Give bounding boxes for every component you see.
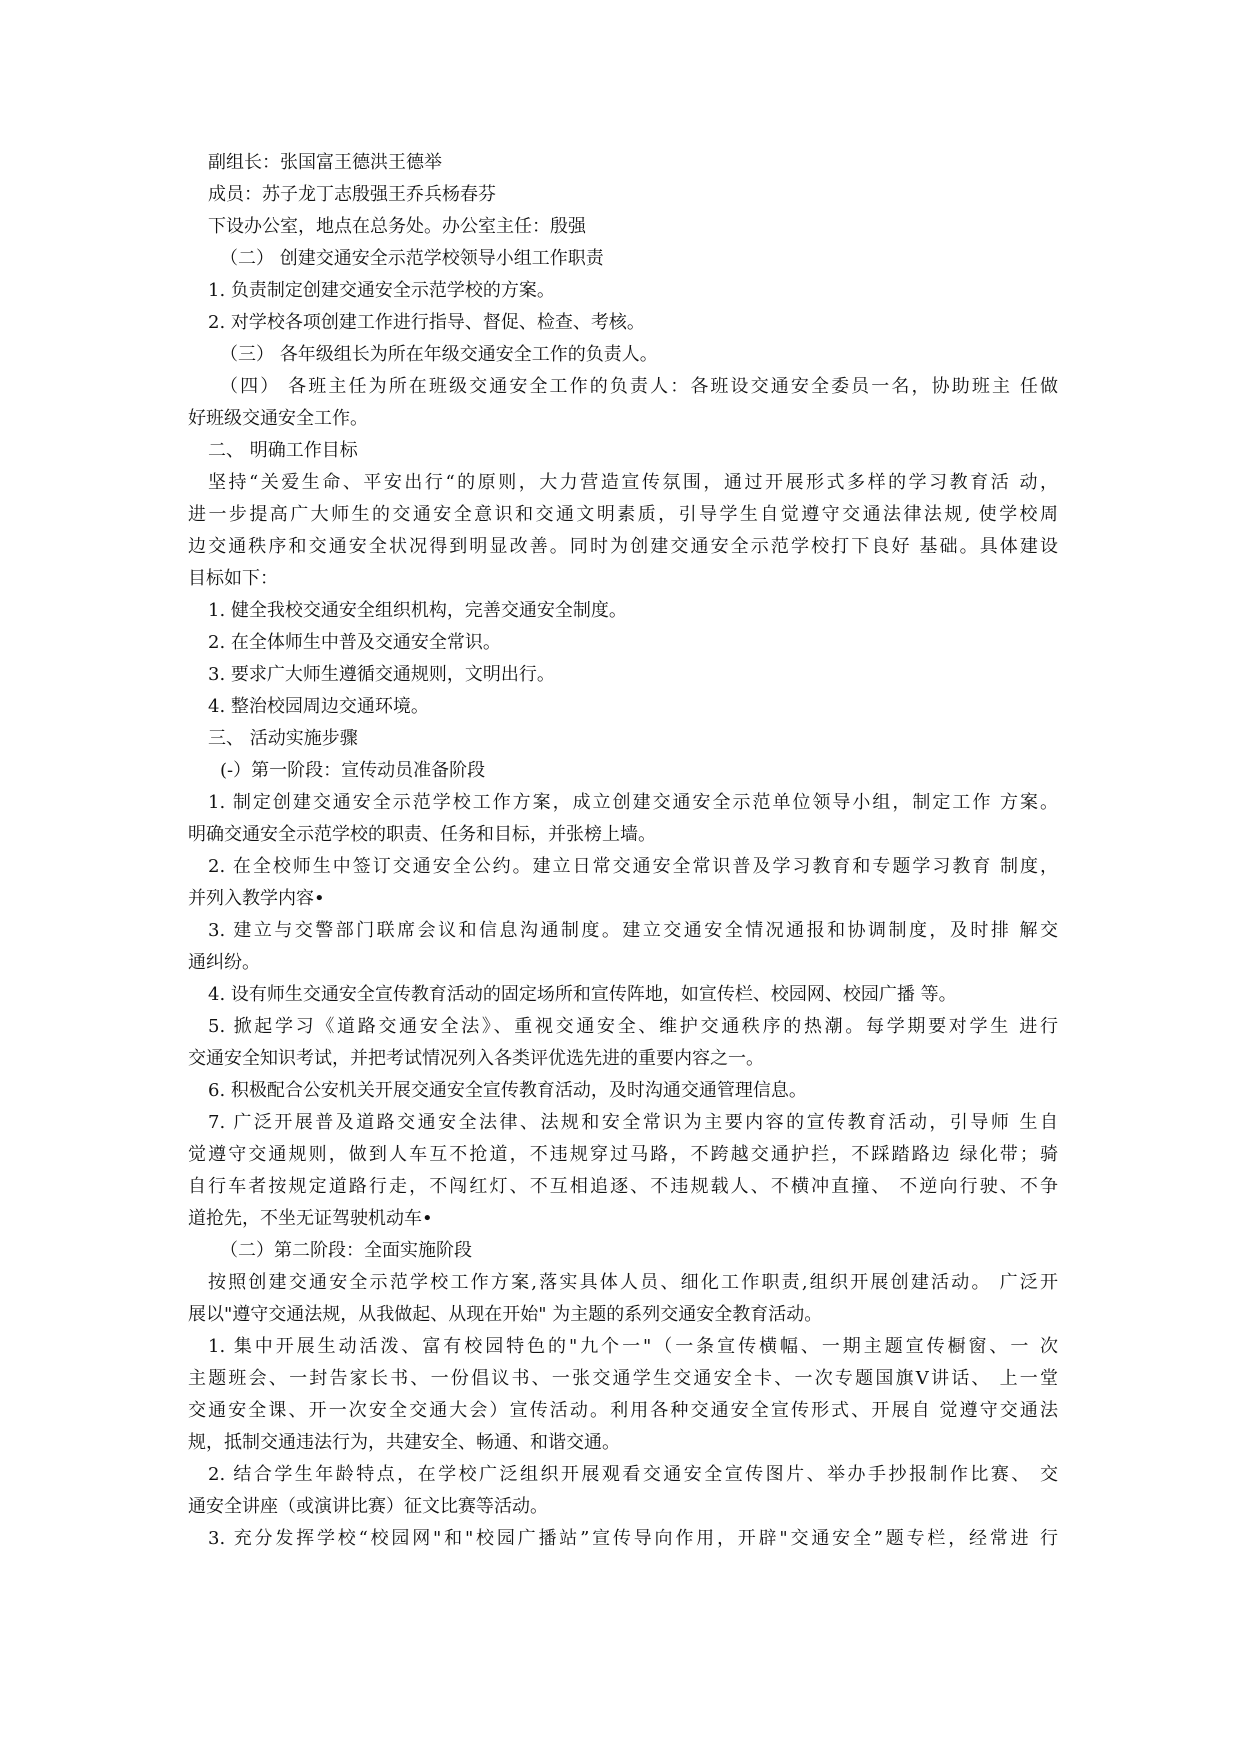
text-line: 交通安全课、开一次安全交通大会）宣传活动。利用各种交通安全宣传形式、开展自 觉遵守交通法	[188, 1400, 1058, 1421]
text-line: （二）第二阶段：全面实施阶段	[220, 1240, 472, 1261]
text-line: 通安全讲座（或演讲比赛）征文比赛等活动。	[188, 1496, 548, 1517]
text-line: （二） 创建交通安全示范学校领导小组工作职责	[220, 248, 604, 269]
text-line: 明确交通安全示范学校的职责、任务和目标，并张榜上墙。	[188, 824, 656, 845]
text-line: 4. 设有师生交通安全宣传教育活动的固定场所和宣传阵地，如宣传栏、校园网、校园广播 等。	[208, 984, 957, 1005]
text-line: 目标如下：	[188, 568, 278, 589]
text-line: 道抢先，不坐无证驾驶机动车•	[188, 1208, 433, 1229]
text-line: 规，抵制交通违法行为，共建安全、畅通、和谐交通。	[188, 1432, 620, 1453]
text-line: 三、 活动实施步骤	[208, 728, 358, 749]
text-line: 进一步提高广大师生的交通安全意识和交通文明素质，引导学生自觉遵守交通法律法规, 使学校周	[188, 504, 1058, 525]
text-line: 3. 要求广大师生遵循交通规则，文明出行。	[208, 664, 555, 685]
text-line: 1. 健全我校交通安全组织机构，完善交通安全制度。	[208, 600, 627, 621]
text-line: 下设办公室，地点在总务处。办公室主任：殷强	[208, 216, 586, 237]
text-line: 觉遵守交通规则，做到人车互不抢道，不违规穿过马路，不跨越交通护拦，不踩踏路边 绿化带；骑	[188, 1144, 1058, 1165]
text-line: 5. 掀起学习《道路交通安全法》、重视交通安全、维护交通秩序的热潮。每学期要对学生 进行	[208, 1016, 1058, 1037]
text-line: 坚持“关爱生命、平安出行“的原则，大力营造宣传氛围，通过开展形式多样的学习教育活 动，	[208, 472, 1058, 493]
text-line: 2. 结合学生年龄特点，在学校广泛组织开展观看交通安全宣传图片、举办手抄报制作比赛、 交	[208, 1464, 1058, 1485]
text-line: 成员：苏子龙丁志殷强王乔兵杨春芬	[208, 184, 496, 205]
text-line: 2. 在全体师生中普及交通安全常识。	[208, 632, 501, 653]
text-line: （三） 各年级组长为所在年级交通安全工作的负责人。	[220, 344, 658, 365]
text-line: (-）第一阶段：宣传动员准备阶段	[220, 760, 486, 781]
text-line: 3. 充分发挥学校“校园网"和"校园广播站”宣传导向作用，开辟"交通安全”题专栏，经常进 行	[208, 1528, 1058, 1549]
text-line: 1. 制定创建交通安全示范学校工作方案，成立创建交通安全示范单位领导小组，制定工作 方案。	[208, 792, 1058, 813]
text-line: 自行车者按规定道路行走，不闯红灯、不互相追逐、不违规载人、不横冲直撞、 不逆向行驶、不争	[188, 1176, 1058, 1197]
text-line: 展以"遵守交通法规，从我做起、从现在开始" 为主题的系列交通安全教育活动。	[188, 1304, 823, 1325]
text-line: 3. 建立与交警部门联席会议和信息沟通制度。建立交通安全情况通报和协调制度，及时排 解交	[208, 920, 1058, 941]
text-line: 交通安全知识考试，并把考试情况列入各类评优选先进的重要内容之一。	[188, 1048, 764, 1069]
text-line: 通纠纷。	[188, 952, 260, 973]
text-line: 2. 对学校各项创建工作进行指导、督促、检查、考核。	[208, 312, 645, 333]
text-line: 好班级交通安全工作。	[188, 408, 368, 429]
text-line: 1. 负责制定创建交通安全示范学校的方案。	[208, 280, 555, 301]
text-line: 边交通秩序和交通安全状况得到明显改善。同时为创建交通安全示范学校打下良好 基础。具体建设	[188, 536, 1058, 557]
text-line: 4. 整治校园周边交通环境。	[208, 696, 429, 717]
text-line: 并列入教学内容•	[188, 888, 325, 909]
text-line: 1. 集中开展生动活泼、富有校园特色的"九个一"（一条宣传横幅、一期主题宣传橱窗、一 次	[208, 1336, 1058, 1357]
text-line: 6. 积极配合公安机关开展交通安全宣传教育活动，及时沟通交通管理信息。	[208, 1080, 807, 1101]
text-line: 按照创建交通安全示范学校工作方案,落实具体人员、细化工作职责,组织开展创建活动。 广泛开	[208, 1272, 1058, 1293]
text-line: 二、 明确工作目标	[208, 440, 358, 461]
text-line: （四） 各班主任为所在班级交通安全工作的负责人：各班设交通安全委员一名，协助班主 任做	[220, 376, 1058, 397]
text-line: 副组长：张国富王德洪王德举	[208, 152, 442, 173]
text-line: 主题班会、一封告家长书、一份倡议书、一张交通学生交通安全卡、一次专题国旗V讲话、 上一堂	[188, 1368, 1058, 1389]
text-line: 2. 在全校师生中签订交通安全公约。建立日常交通安全常识普及学习教育和专题学习教育 制度，	[208, 856, 1058, 877]
text-line: 7. 广泛开展普及道路交通安全法律、法规和安全常识为主要内容的宣传教育活动，引导师 生自	[208, 1112, 1058, 1133]
